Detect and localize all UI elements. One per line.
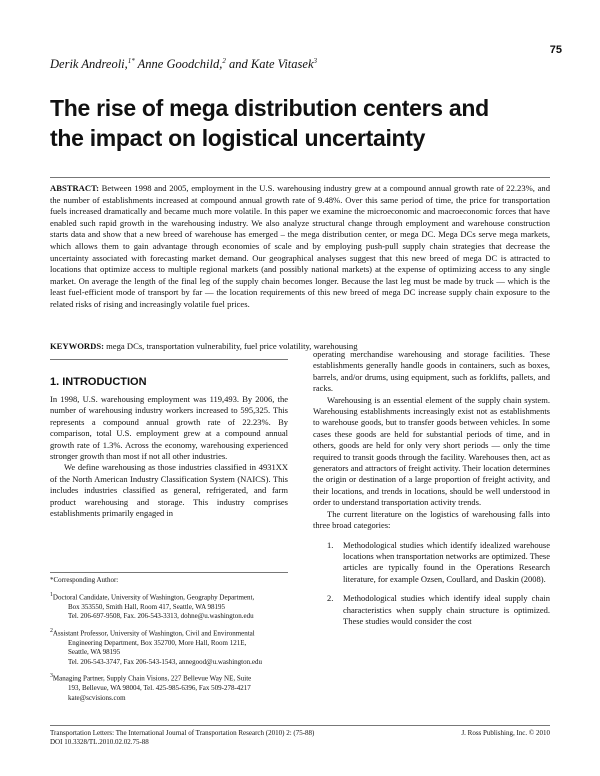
footnote-line: Seattle, WA 98195 (68, 648, 121, 657)
footnote-line: kate@scvisions.com (68, 693, 126, 702)
body-paragraph: We define warehousing as those industries classified in 4931XX of the North American Industry Classification System (NAICS). This includes industries classified as general, refrigerated, and farm product warehousing and storage. This industry comprises establishments primarily engaged in (50, 462, 288, 519)
abstract (50, 183, 550, 311)
list-number: 2. (327, 593, 334, 604)
footnote-line: Managing Partner, Supply Chain Visions, 227 Bellevue Way NE, Suite (52, 674, 252, 683)
header-divider (50, 177, 550, 178)
paper-title (50, 93, 560, 153)
list-number: 1. (327, 539, 334, 550)
body-paragraph: operating merchandise warehousing and storage facilities. These establishments generally handle goods in containers, such as boxes, barrels, and/or drums, using equipment, such as forklifts, pallets, and racks. (313, 349, 550, 394)
footnotes (50, 576, 290, 704)
publisher-copyright: J. Ross Publishing, Inc. © 2010 (461, 729, 550, 737)
author-affiliation-mark: 1* (127, 57, 135, 65)
right-column (313, 349, 550, 635)
abstract-label: ABSTRACT: (50, 183, 100, 193)
section-heading: 1. INTRODUCTION (50, 376, 147, 388)
body-paragraph: In 1998, U.S. warehousing employment was 119,493. By 2006, the number of warehousing industry workers increased to 595,325. This represents a compound annual growth rate of 22.23%. By comparison, total U.S. employment grew at a compound annual growth rate of 1.3%. Across the economy, warehousing experienced stronger growth than most if not all other industries. (50, 394, 288, 462)
footnote (50, 591, 290, 622)
body-paragraph: Warehousing is an essential element of the supply chain system. Warehousing establishments increasingly exist not as establishments to warehouse goods, but to transfer goods between vehicles. In some cases these goods are held for substantial periods of time, and in others, goods are held for only very short periods — only the time required to transit goods through the facility. Warehouses then, act as generators and attractors of freight activity. Their location determines the origin or destination of a large proportion of freight activity, and their locations, and trends in locations, should be well understood in order to understand transportation activity trends. (313, 394, 550, 508)
footer (50, 729, 550, 747)
left-column (50, 394, 288, 519)
footnote (50, 627, 290, 668)
keywords-text: mega DCs, transportation vulnerability, fuel price volatility, warehousing (103, 341, 358, 351)
list-item (313, 540, 550, 586)
list-text: Methodological studies which identify ideal supply chain characteristics when supply chain structure is optimized. These studies would consider the cost (343, 593, 550, 626)
footnote-line: Tel. 206-543-3747, Fax 206-543-1543, annegood@u.washington.edu (68, 657, 262, 666)
footnote-line: Engineering Department, Box 352700, More Hall, Room 121E, (68, 638, 247, 647)
list-text: Methodological studies which identify idealized warehouse locations when transportation networks are optimized. These articles are typically found in the Operations Research literature, for example Ozsen, Coullard, and Daskin (2008). (343, 539, 550, 584)
title-line-1: The rise of mega distribution centers and (50, 95, 489, 121)
author-name: Kate Vitasek (250, 57, 314, 72)
footnote-line: Box 353550, Smith Hall, Room 417, Seattle, WA 98195 (68, 602, 225, 611)
author-name: Derik Andreoli, (50, 57, 128, 72)
author-name: Anne Goodchild, (137, 57, 223, 72)
journal-citation: Transportation Letters: The International Journal of Transportation Research (2010) 2: (75-88) (50, 729, 315, 737)
footnote-mark: 1 (50, 591, 53, 598)
section-divider-left (50, 359, 288, 360)
author-list (50, 57, 317, 72)
corresponding-author-note: *Corresponding Author: (50, 576, 119, 584)
footnote (50, 672, 290, 703)
page-number: 75 (549, 44, 562, 56)
body-paragraph: The current literature on the logistics of warehousing falls into three broad categories: (313, 508, 550, 531)
author-separator: and (225, 57, 251, 72)
footnote-line: Assistant Professor, University of Washington, Civil and Environmental (52, 629, 255, 638)
list-item (313, 593, 550, 627)
title-line-2: the impact on logistical uncertainty (50, 125, 426, 151)
author-affiliation-mark: 3 (313, 57, 317, 65)
doi: DOI 10.3328/TL.2010.02.02.75-88 (50, 738, 149, 746)
footnote-line: Tel. 206-697-9508, Fax. 206-543-3313, dohne@u.washington.edu (68, 612, 254, 621)
footnote-mark: 2 (50, 627, 53, 634)
footnote-line: Doctoral Candidate, University of Washington, Geography Department, (52, 592, 255, 601)
abstract-text: Between 1998 and 2005, employment in the U.S. warehousing industry grew at a compound annual growth rate of 22.23%, and the number of establishments increased at compound annual growth rate of 9.48%. Over this same period of time, the price for transportation fuels increased dramatically and became much more volatile. In this paper we examine the microeconomic and macroeconomic forces that have enabled such rapid growth in the warehousing industry. We also analyze structural change through employment and warehouse construction starts data and show that a new breed of warehouse has emerged – the mega distribution center, or mega DC. Mega DCs serve mega markets, which allows them to gain advantage through economies of scale and by employing push-pull supply chain strategies that decrease the uncertainty associated with forecasting market demand. Our geographical analyses suggest that this new breed of mega DC is attracted to locations that optimize access to multiple regional markets (and possibly national markets) at the expense of optimizing access to any single market. On average the length of the final leg of the supply chain becomes longer. Because the last leg must be made by truck — which is the least fuel-efficient mode of transport by far — the location requirements of this new breed of mega DC increase supply chain exposure to the related risks of rising and increasingly volatile fuel prices. (50, 183, 550, 309)
keywords-label: KEYWORDS: (50, 341, 104, 351)
footnote-divider (50, 572, 288, 573)
footnote-mark: 3 (50, 673, 53, 680)
category-list (313, 540, 550, 628)
author-affiliation-mark: 2 (222, 57, 226, 65)
footnote-line: 193, Bellevue, WA 98004, Tel. 425-985-6396, Fax 509-278-4217 (68, 684, 251, 693)
footer-divider (50, 725, 550, 726)
